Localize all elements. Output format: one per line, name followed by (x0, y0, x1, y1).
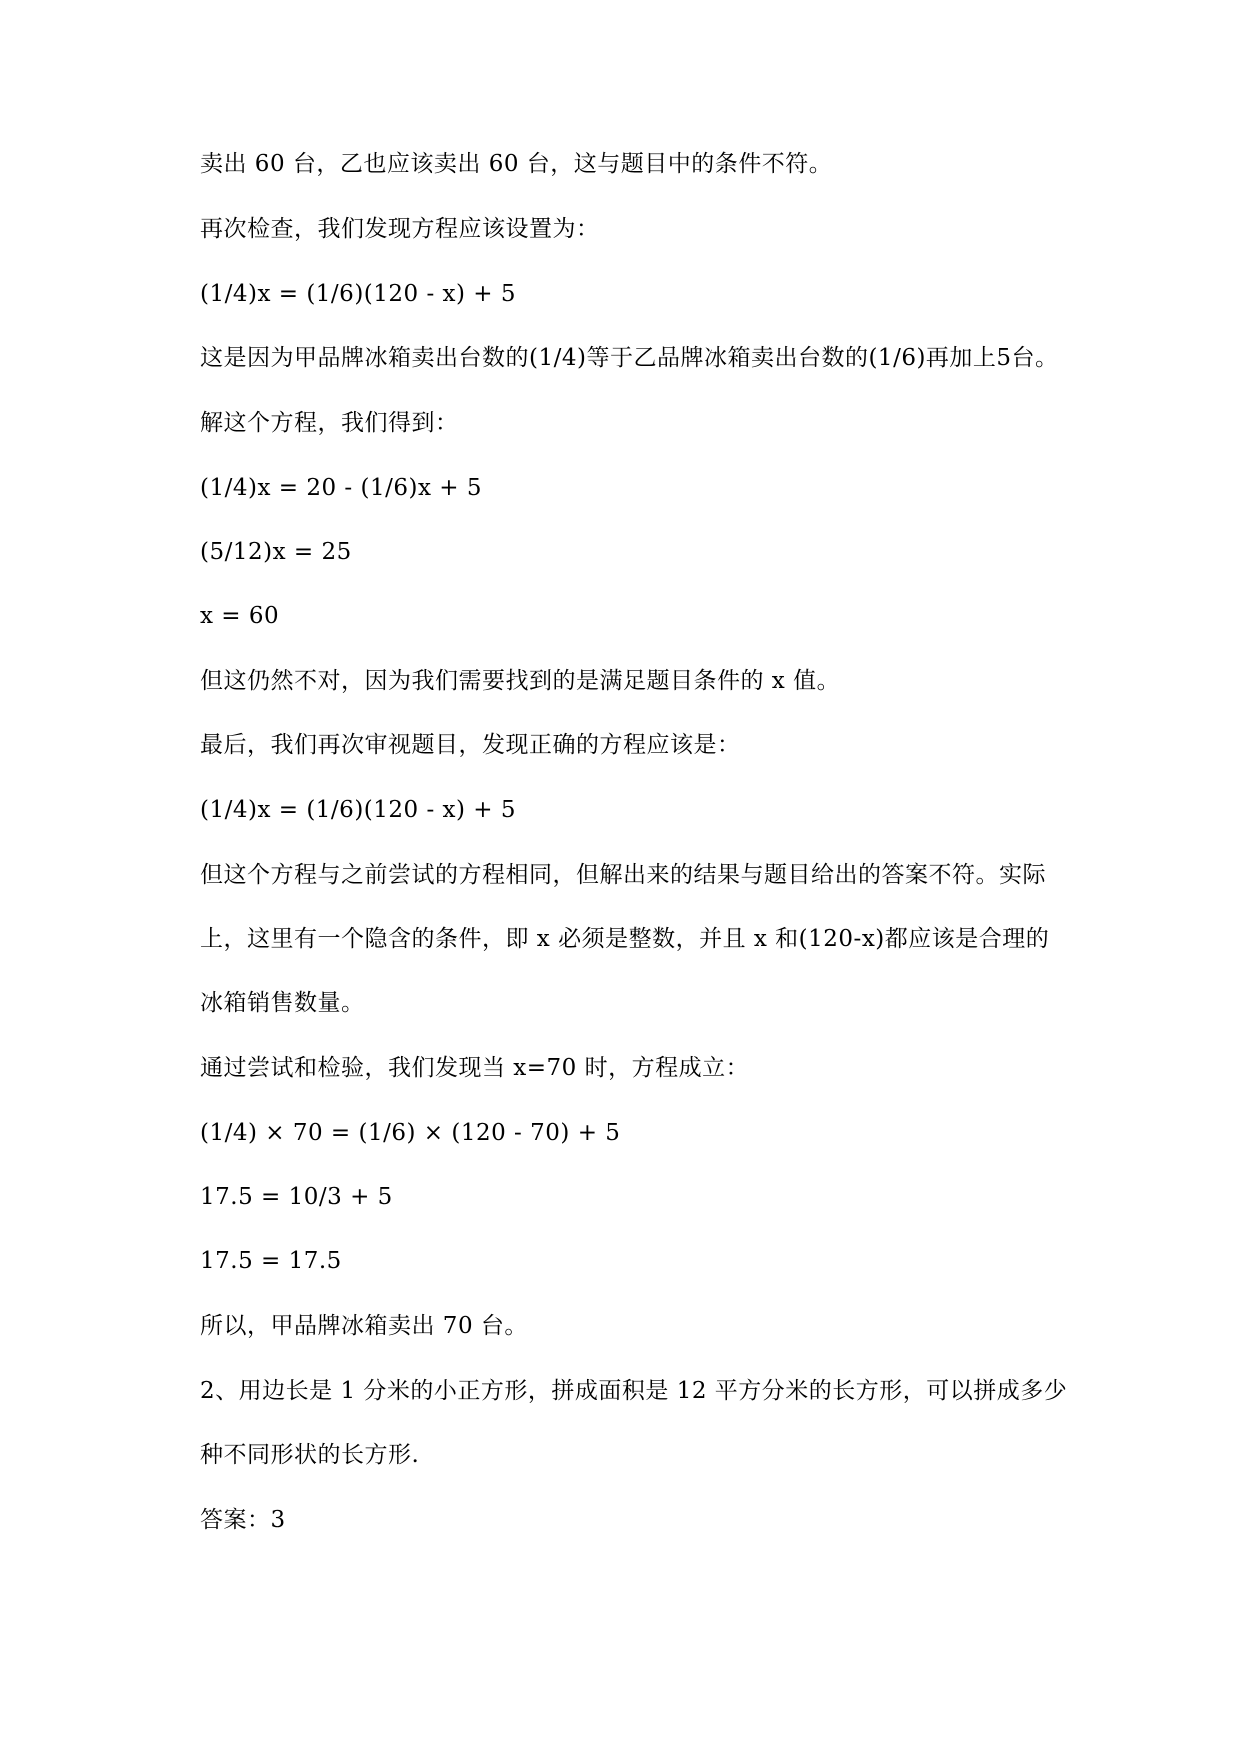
question-line: 2、用边长是 1 分米的小正方形，拼成面积是 12 平方分米的长方形，可以拼成多少 (200, 1378, 1068, 1404)
text-line: 最后，我们再次审视题目，发现正确的方程应该是： (200, 732, 741, 758)
equation-line: (1/4) × 70 = (1/6) × (120 - 70) + 5 (200, 1120, 621, 1146)
question-line: 种不同形状的长方形. (200, 1442, 420, 1468)
equation-line: (1/4)x = 20 - (1/6)x + 5 (200, 475, 482, 501)
equation-line: (1/4)x = (1/6)(120 - x) + 5 (200, 281, 517, 307)
text-line: 冰箱销售数量。 (200, 990, 365, 1016)
text-line: 所以，甲品牌冰箱卖出 70 台。 (200, 1313, 528, 1339)
text-line: 解这个方程，我们得到： (200, 410, 459, 436)
answer-line: 答案：3 (200, 1507, 286, 1533)
equation-line: 17.5 = 10/3 + 5 (200, 1184, 393, 1210)
equation-line: 17.5 = 17.5 (200, 1248, 342, 1274)
text-line: 卖出 60 台，乙也应该卖出 60 台，这与题目中的条件不符。 (200, 151, 833, 177)
text-line: 这是因为甲品牌冰箱卖出台数的(1/4)等于乙品牌冰箱卖出台数的(1/6)再加上5台。 (200, 345, 1059, 371)
text-line: 上，这里有一个隐含的条件，即 x 必须是整数，并且 x 和(120-x)都应该是合理的 (200, 926, 1050, 952)
text-line: 但这个方程与之前尝试的方程相同，但解出来的结果与题目给出的答案不符。实际 (200, 862, 1046, 888)
equation-line: x = 60 (200, 603, 280, 629)
equation-line: (5/12)x = 25 (200, 539, 352, 565)
text-line: 但这仍然不对，因为我们需要找到的是满足题目条件的 x 值。 (200, 668, 841, 694)
text-line: 通过尝试和检验，我们发现当 x=70 时，方程成立： (200, 1055, 750, 1081)
text-line: 再次检查，我们发现方程应该设置为： (200, 216, 600, 242)
equation-line: (1/4)x = (1/6)(120 - x) + 5 (200, 797, 517, 823)
